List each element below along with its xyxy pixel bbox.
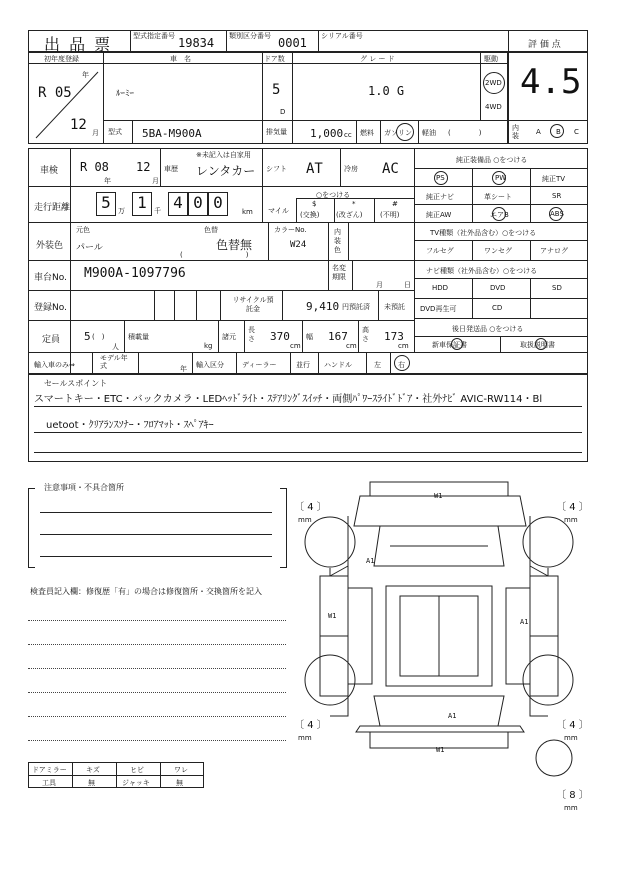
inspector-label: 検査員記入欄：修復歴「有」の場合は修復箇所・交換箇所を記入	[30, 587, 262, 596]
recycle-label: リサイクル預託金	[232, 296, 274, 313]
model-code: 5BA-M900A	[142, 127, 202, 140]
score-label: 評 価 点	[528, 40, 561, 50]
capacity-value: 5	[84, 330, 91, 343]
inspection-era: R 08	[80, 160, 109, 174]
mark-left-door: W1	[328, 612, 337, 620]
score-value: 4.5	[520, 62, 582, 102]
spare-tire: 〔 8 〕	[556, 790, 589, 801]
color-change-value: 色替無	[216, 238, 253, 252]
mark-rear-bumper: W1	[436, 746, 445, 754]
car-name: ﾙｰﾐｰ	[116, 89, 135, 99]
type-number: 19834	[178, 36, 215, 50]
airbag-circle	[492, 207, 506, 221]
caution-bracket-left	[28, 488, 35, 568]
warranty-circle	[451, 338, 463, 350]
length-label: 長さ	[248, 326, 255, 343]
class-number: 0001	[278, 36, 307, 50]
fuel-gasoline: ガソリン	[384, 129, 412, 137]
grade-value: 1.0 G	[368, 84, 405, 98]
first-reg-month: 12	[70, 117, 87, 133]
caution-label: 注意事項・不具合箇所	[44, 483, 124, 492]
mark-front-left-fender: A1	[366, 557, 375, 565]
sales-line-1: スマートキー・ETC・バックカメラ・LEDﾍｯﾄﾞﾗｲﾄ・ｽﾃｱﾘﾝｸﾞｽｲｯﾁ・両側ﾊﾟﾜｰｽﾗｲﾄﾞﾄﾞｱ・社外ﾅﾋﾞ AVIC-RW114・Bl	[34, 394, 543, 405]
chassis-number: M900A-1097796	[84, 266, 186, 281]
model-year-label: モデル年式	[100, 354, 128, 370]
width-value: 167	[328, 330, 348, 343]
tire-rear-left: 〔 4 〕	[294, 720, 327, 731]
inspection-month: 12	[136, 160, 151, 174]
tire-rear-right: 〔 4 〕	[556, 720, 589, 731]
first-reg-era: R 05	[38, 85, 72, 101]
pw-circle	[492, 171, 506, 185]
length-value: 370	[270, 330, 290, 343]
door-count: 5	[272, 82, 281, 98]
shift-value: AT	[306, 161, 323, 177]
tire-front-left: 〔 4 〕	[294, 502, 327, 513]
mark-front-bumper: W1	[434, 492, 443, 500]
abs-circle	[549, 207, 563, 221]
caution-bracket-right	[280, 488, 287, 568]
orig-color-value: パール	[76, 243, 103, 253]
sales-line-2: uetoot・ｸﾘｱﾗﾝｽｿﾅｰ・ﾌﾛｱﾏｯﾄ・ｽﾍﾟｱｷｰ	[46, 420, 214, 431]
manual-circle	[535, 338, 547, 350]
fuel-circle	[396, 123, 414, 141]
ps-circle	[434, 171, 448, 185]
mark-right-door: A1	[520, 618, 529, 626]
interior-circle	[550, 124, 564, 138]
name-change-label: 名変期限	[332, 264, 346, 281]
sheet-title: 出 品 票	[44, 35, 113, 54]
height-value: 173	[384, 330, 404, 343]
interior-label: 内装	[512, 124, 519, 140]
handle-right-circle	[394, 355, 410, 371]
int-color-label: 内装色	[334, 228, 341, 254]
recycle-amount: 9,410	[306, 300, 340, 313]
mark-rear-panel: A1	[448, 712, 457, 720]
tire-front-right: 〔 4 〕	[556, 502, 589, 513]
history-value: レンタカー	[196, 164, 256, 178]
displacement: 1,000	[310, 127, 344, 140]
ac-value: AC	[382, 161, 399, 177]
color-number: W24	[290, 240, 307, 250]
car-diagram	[290, 476, 590, 806]
height-label: 高さ	[362, 326, 369, 343]
